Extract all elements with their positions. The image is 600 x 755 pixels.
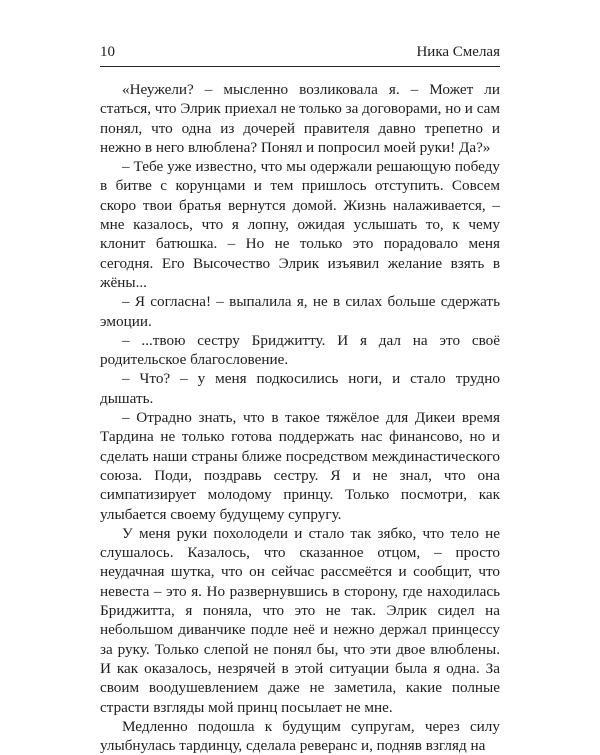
paragraph-3: – Я согласна! – выпалила я, не в силах больше сдержать эмоции. bbox=[100, 293, 500, 330]
paragraph-1: «Неужели? – мысленно возликовала я. – Может ли статься, что Элрик приехал не только за договорами, но и сам понял, что одна из дочерей правителя давно трепетно и нежно в него влюблена? Понял и попросил моей руки! Да?» bbox=[100, 81, 500, 156]
paragraph-6: – Отрадно знать, что в такое тяжёлое для Дикеи время Тардина не только готова поддержать нас финансово, но и сделать наши страны ближе посредством междинастического союза. Поди, поздравь сестру. Я и не знал, что она симпатизирует молодому принцу. Только посмотри, как улыбается своему будущему супругу. bbox=[100, 409, 500, 523]
paragraph-7: У меня руки похолодели и стало так зябко, что тело не слушалось. Казалось, что сказанное отцом, – просто неудачная шутка, что он сейчас рассмеётся и сообщит, что невеста – это я. Но развернувшись в сторону, где находилась Бриджитта, я поняла, что это не так. Элрик сидел на небольшом диванчике подле неё и нежно держал принцессу за руку. Только слепой не понял бы, что эти двое влюблены. И как оказалось, незрячей в этой ситуации была я одна. За своим воодушевлением даже не заметила, какие полные страсти взгляды мой принц посылает не мне. bbox=[100, 524, 500, 716]
body-text bbox=[100, 80, 500, 755]
page-number: 10 bbox=[100, 44, 115, 60]
paragraph-2: – Тебе уже известно, что мы одержали решающую победу в битве с корунцами и тем пришлось отступить. Совсем скоро твои братья вернутся домой. Жизнь налаживается, – мне казалось, что я лопну, ожидая услышать то, к чему клонит батюшка. – Но не только это порадовало меня сегодня. Его Высочество Элрик изъявил желание взять в жёны... bbox=[100, 158, 500, 291]
running-head-author: Ника Смелая bbox=[416, 44, 500, 60]
header-rule bbox=[100, 66, 500, 67]
paragraph-8: Медленно подошла к будущим супругам, через силу улыбнулась тардинцу, сделала реверанс и, подняв взгляд на bbox=[100, 717, 500, 755]
page-header bbox=[100, 42, 500, 66]
paragraph-4: – ...твою сестру Бриджитту. И я дал на это своё родительское благословение. bbox=[100, 331, 500, 369]
paragraph-5: – Что? – у меня подкосились ноги, и стало трудно дышать. bbox=[100, 370, 500, 407]
